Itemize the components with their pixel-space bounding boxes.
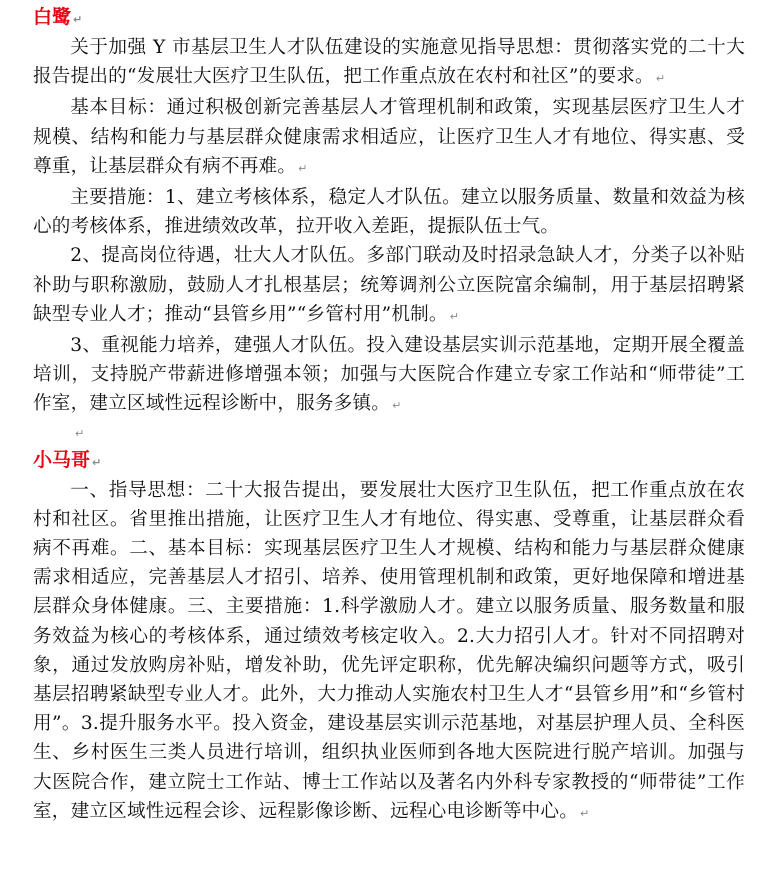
paragraph-text: 关于加强 Y 市基层卫生人才队伍建设的实施意见指导思想：贯彻落实党的二十大报告提出的“发展壮大医疗卫生队伍，把工作重点放在农村和社区”的要求。 [33,37,745,88]
paragraph-text: 主要措施：1、建立考核体系，稳定人才队伍。建立以服务质量、数量和效益为核心的考核体系，推进绩效改革，拉开收入差距，提振队伍士气。 [33,187,745,238]
paragraph [33,183,745,241]
paragraph-mark-icon: ↵ [449,309,460,323]
paragraph [33,93,745,183]
paragraph [33,33,745,93]
empty-paragraph [33,421,745,447]
paragraph-mark-icon: ↵ [655,72,666,86]
section-xiaomage [33,447,745,828]
paragraph-text: 3、重视能力培养，建强人才队伍。投入建设基层实训示范基地，定期开展全覆盖培训，支持脱产带薪进修增强本领；加强与大医院合作建立专家工作站和“师带徒”工作室，建立区域性远程诊断中，服务多镇。 [33,335,745,415]
paragraph [33,476,745,828]
paragraph-text: 2、提高岗位待遇，壮大人才队伍。多部门联动及时招录急缺人才，分类子以补贴补助与职称激励，鼓励人才扎根基层；统筹调剂公立医院富余编制，用于基层招聘紧缺型专业人才；推动“县管乡用”“乡管村用”机制。 [33,245,745,325]
author-heading [33,447,745,476]
paragraph-mark-icon: ↵ [73,13,83,26]
section-bailu [33,4,745,421]
paragraph-mark-icon: ↵ [392,399,402,413]
paragraph-mark-icon: ↵ [580,806,590,820]
paragraph [33,331,745,421]
author-name: 小马哥 [33,448,91,471]
paragraph [33,241,745,331]
document-page [33,4,745,828]
paragraph-text: 一、指导思想：二十大报告提出，要发展壮大医疗卫生队伍，把工作重点放在农村和社区。省里推出措施，让医疗卫生人才有地位、得实惠、受尊重，让基层群众看病不再难。二、基本目标：实现基层医疗卫生人才规模、结构和能力与基层群众健康需求相适应，完善基层人才招引、培养、使用管理机制和政策，更好地保障和增进基层群众身体健康。三、主要措施：1.科学激励人才。建立以服务质量、服务数量和服务效益为核心的考核体系，通过绩效考核定收入。2.大力招引人才。针对不同招聘对象，通过发放购房补贴，增发补助，优先评定职称，优先解决编织问题等方式，吸引基层招聘紧缺型专业人才。此外，大力推动人实施农村卫生人才“县管乡用”和“乡管村用”。3.提升服务水平。投入资金，建设基层实训示范基地，对基层护理人员、全科医生、乡村医生三类人员进行培训，组织执业医师到各地大医院进行脱产培训。加强与大医院合作，建立院士工作站、博士工作站以及著名内外科专家教授的“师带徒”工作室，建立区域性远程会诊、远程影像诊断、远程心电诊断等中心。 [33,479,745,822]
author-name: 白鹭 [33,6,72,28]
paragraph-mark-icon: ↵ [92,455,102,469]
author-heading [33,4,745,33]
paragraph-text: 基本目标：通过积极创新完善基层人才管理机制和政策，实现基层医疗卫生人才规模、结构和能力与基层群众健康需求相适应，让医疗卫生人才有地位、得实惠、受尊重，让基层群众有病不再难。 [33,97,745,177]
paragraph-mark-icon: ↵ [75,426,85,440]
paragraph-mark-icon: ↵ [298,161,308,175]
